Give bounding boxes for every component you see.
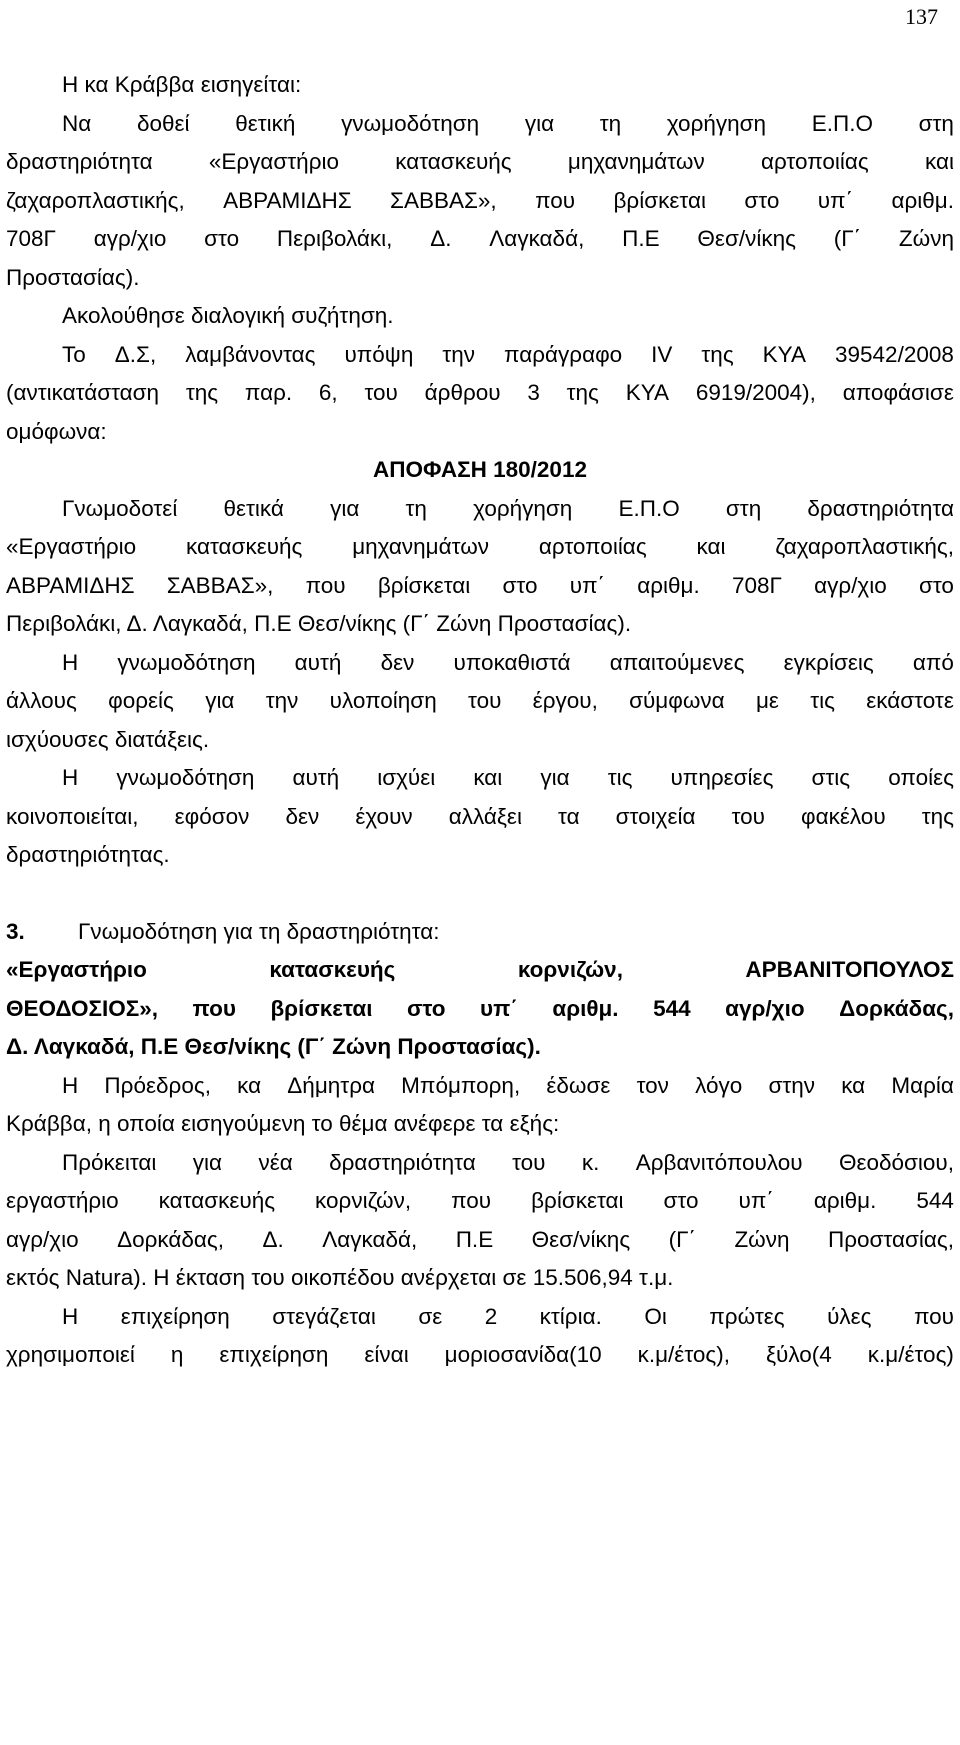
word: λόγο — [695, 1072, 743, 1098]
word: Δ.Σ, — [114, 341, 157, 367]
text-line — [0, 336, 960, 375]
word: 708Γ — [6, 226, 56, 251]
word: υπηρεσίες — [670, 765, 774, 790]
word: της — [185, 380, 219, 405]
text-line: ομόφωνα: — [6, 418, 107, 444]
word: 6919/2004), — [695, 380, 816, 405]
word: εκάστοτε — [866, 688, 954, 713]
text-line: εκτός Natura). Η έκταση του οικοπέδου ανέρχεται σε 15.506,94 τ.μ. — [6, 1265, 674, 1290]
word: Δ. — [262, 1226, 284, 1252]
word: κοινοποιείται, — [6, 803, 139, 829]
word: Λαγκαδά, — [322, 1226, 418, 1252]
word: τις — [810, 688, 835, 713]
word: Δορκάδας, — [839, 995, 954, 1021]
word: αγρ/χιο — [814, 572, 887, 598]
word: Π.Ε — [622, 226, 660, 251]
word: 544 — [653, 995, 691, 1021]
word: για — [205, 688, 235, 713]
word: αριθμ. — [637, 572, 700, 598]
word: υπ΄ — [738, 1188, 774, 1213]
word: που — [535, 187, 576, 213]
word: αρτοποιίας — [760, 149, 869, 174]
word: ΣΑΒΒΑΣ», — [390, 187, 497, 213]
word: παράγραφο — [504, 341, 623, 367]
text-line: Η κα Κράββα εισηγείται: — [62, 72, 302, 97]
text-line — [0, 1221, 960, 1260]
page-number: 137 — [905, 4, 938, 29]
word: που — [913, 1303, 954, 1329]
word: αυτή — [292, 765, 340, 790]
word: χορήγηση — [473, 495, 573, 521]
word: δοθεί — [136, 110, 190, 136]
word: Η — [62, 1303, 79, 1329]
word: μηχανημάτων — [352, 534, 490, 559]
word: υπ΄ — [569, 572, 606, 598]
word: δραστηριότητα — [6, 149, 153, 174]
word: δεν — [285, 803, 320, 829]
word: 39542/2008 — [835, 341, 954, 367]
word: υπ΄ — [480, 995, 518, 1021]
word: Πρόεδρος, — [104, 1072, 211, 1098]
word: ζαχαροπλαστικής, — [775, 534, 954, 559]
word: στο — [663, 1188, 699, 1213]
word: Μαρία — [891, 1072, 954, 1098]
word: Λαγκαδά, — [489, 226, 585, 251]
word: κατασκευής — [269, 957, 396, 982]
word: κα — [841, 1072, 866, 1098]
text-line — [0, 1298, 960, 1337]
word: είναι — [364, 1342, 409, 1367]
word: άλλους — [6, 688, 77, 713]
section-heading — [0, 913, 960, 952]
word: κορνιζών, — [517, 957, 623, 982]
word: Αρβανιτόπουλου — [635, 1149, 803, 1175]
paragraph-gap — [0, 875, 960, 913]
word: υπ΄ — [817, 187, 854, 213]
word: Ε.Π.Ο — [811, 110, 873, 136]
word: Ζώνη — [898, 226, 954, 251]
word: «Εργαστήριο — [6, 957, 147, 982]
word: Γνωμοδοτεί — [62, 495, 178, 521]
word: του — [468, 688, 502, 713]
word: της — [566, 380, 599, 405]
word: Το — [62, 341, 86, 367]
document-body — [0, 66, 960, 1375]
word: επιχείρηση — [120, 1303, 230, 1329]
word: δεν — [380, 649, 415, 675]
text-line: ισχύουσες διατάξεις. — [6, 726, 210, 752]
word: Θεσ/νίκης — [531, 1226, 631, 1252]
text-line — [0, 143, 960, 182]
word: στην — [768, 1072, 816, 1098]
word: αλλάξει — [448, 803, 522, 829]
word: ΑΒΡΑΜΙΔΗΣ — [6, 572, 135, 598]
text-line — [0, 644, 960, 683]
text-line — [0, 374, 960, 413]
word: κατασκευής — [158, 1188, 276, 1213]
word: οποίες — [888, 765, 954, 790]
word: τα — [558, 803, 580, 829]
text-line — [0, 951, 960, 990]
word: γνωμοδότηση — [116, 765, 255, 790]
text-line — [0, 220, 960, 259]
word: τις — [607, 765, 633, 790]
word: στο — [204, 226, 240, 251]
word: κ. — [581, 1149, 600, 1175]
word: φορείς — [108, 688, 174, 713]
word: με — [755, 688, 779, 713]
word: της — [921, 803, 954, 829]
word: λαμβάνοντας — [185, 341, 316, 367]
word: για — [524, 110, 555, 136]
word: από — [912, 649, 954, 675]
text-line: δραστηριότητας. — [6, 842, 170, 867]
word: επιχείρηση — [219, 1342, 329, 1367]
word: δραστηριότητα — [329, 1149, 476, 1175]
word: στο — [918, 572, 954, 598]
word: Η — [62, 649, 79, 675]
word: ξύλο(4 — [765, 1342, 832, 1367]
word: και — [473, 765, 503, 790]
word: ΘΕΟΔΟΣΙΟΣ», — [6, 995, 158, 1021]
text-line — [0, 528, 960, 567]
word: Δορκάδας, — [117, 1226, 225, 1252]
text-line — [0, 105, 960, 144]
word: αγρ/χιο — [93, 226, 167, 251]
word: ΣΑΒΒΑΣ», — [166, 572, 274, 598]
word: υλοποίηση — [329, 688, 437, 713]
word: νέα — [258, 1149, 293, 1175]
word: Θεοδόσιου, — [838, 1149, 954, 1175]
word: ζαχαροπλαστικής, — [6, 187, 185, 213]
word: μοριοσανίδα(10 — [444, 1342, 602, 1367]
word: ΑΒΡΑΜΙΔΗΣ — [223, 187, 352, 213]
text-line: Δ. Λαγκαδά, Π.Ε Θεσ/νίκης (Γ΄ Ζώνη Προστασίας). — [6, 1034, 541, 1059]
word: κατασκευής — [395, 149, 512, 174]
word: (Γ΄ — [668, 1226, 696, 1252]
word: Ε.Π.Ο — [618, 495, 680, 521]
text-line — [0, 1144, 960, 1183]
word: Περιβολάκι, — [276, 226, 393, 251]
word: εφόσον — [174, 803, 250, 829]
word: «Εργαστήριο — [6, 534, 137, 559]
word: ισχύει — [377, 765, 436, 790]
word: Δ. — [430, 226, 452, 251]
word: (αντικατάσταση — [6, 380, 160, 405]
word: βρίσκεται — [531, 1188, 624, 1213]
word: στο — [502, 572, 538, 598]
text-line — [0, 1182, 960, 1221]
word: βρίσκεται — [270, 995, 373, 1021]
word: και — [925, 149, 954, 174]
word: γνωμοδότηση — [341, 110, 480, 136]
word: τον — [636, 1072, 669, 1098]
word: κα — [237, 1072, 262, 1098]
word: στη — [918, 110, 954, 136]
word: σε — [418, 1303, 443, 1329]
word: του — [731, 803, 765, 829]
word: εργαστήριο — [6, 1188, 119, 1213]
text-line: Προστασίας). — [6, 264, 140, 290]
decision-heading: ΑΠΟΦΑΣΗ 180/2012 — [373, 457, 587, 482]
text-line — [0, 798, 960, 837]
text-line: Περιβολάκι, Δ. Λαγκαδά, Π.Ε Θεσ/νίκης (Γ΄ Ζώνη Προστασίας). — [6, 611, 632, 636]
word: αριθμ. — [813, 1188, 877, 1213]
word: κ.μ/έτος), — [637, 1342, 731, 1367]
word: του — [364, 380, 398, 405]
word: αυτή — [294, 649, 342, 675]
word: Οι — [644, 1303, 667, 1329]
section-title: Γνωμοδότηση για τη δραστηριότητα: — [78, 918, 440, 944]
word: της — [701, 341, 734, 367]
word: που — [451, 1188, 492, 1213]
word: υπόψη — [344, 341, 414, 367]
word: αγρ/χιο — [725, 995, 805, 1021]
word: Προστασίας, — [827, 1226, 954, 1252]
word: στοιχεία — [615, 803, 696, 829]
word: άρθρου — [424, 380, 501, 405]
word: βρίσκεται — [377, 572, 471, 598]
word: έργου, — [532, 688, 598, 713]
word: αριθμ. — [891, 187, 954, 213]
word: στις — [811, 765, 851, 790]
word: στεγάζεται — [272, 1303, 376, 1329]
word: ΑΡΒΑΝΙΤΟΠΟΥΛΟΣ — [745, 957, 954, 982]
word: για — [192, 1149, 223, 1175]
word: κ.μ/έτος) — [867, 1342, 954, 1367]
word: βρίσκεται — [613, 187, 706, 213]
word: υποκαθιστά — [453, 649, 571, 675]
word: την — [265, 688, 299, 713]
word: η — [170, 1342, 184, 1367]
word: «Εργαστήριο — [208, 149, 340, 174]
text-line — [0, 490, 960, 529]
word: έδωσε — [546, 1072, 611, 1098]
word: εγκρίσεις — [783, 649, 874, 675]
word: 3 — [527, 380, 540, 405]
text-line — [0, 682, 960, 721]
word: Να — [62, 110, 92, 136]
word: μηχανημάτων — [567, 149, 705, 174]
word: Η — [62, 765, 79, 790]
word: παρ. — [244, 380, 293, 405]
word: Η — [62, 1072, 79, 1098]
word: γνωμοδότηση — [117, 649, 256, 675]
word: σύμφωνα — [629, 688, 725, 713]
word: 544 — [916, 1188, 954, 1213]
word: θετική — [235, 110, 296, 136]
word: ΚΥΑ — [762, 341, 807, 367]
word: δραστηριότητα — [807, 495, 954, 521]
word: Π.Ε — [455, 1226, 494, 1252]
word: τη — [599, 110, 622, 136]
word: Ζώνη — [734, 1226, 790, 1252]
word: του — [512, 1149, 546, 1175]
word: Πρόκειται — [62, 1149, 157, 1175]
text-line — [0, 567, 960, 606]
text-line — [0, 182, 960, 221]
word: χορήγηση — [666, 110, 767, 136]
word: τη — [405, 495, 427, 521]
text-line: Ακολούθησε διαλογική συζήτηση. — [62, 303, 394, 328]
word: κατασκευής — [186, 534, 303, 559]
word: στη — [725, 495, 762, 521]
word: χρησιμοποιεί — [6, 1342, 135, 1367]
text-line — [0, 1067, 960, 1106]
word: αποφάσισε — [842, 380, 954, 405]
word: κτίρια. — [539, 1303, 602, 1329]
word: (Γ΄ — [833, 226, 862, 251]
word: αριθμ. — [552, 995, 619, 1021]
section-number: 3. — [6, 918, 25, 944]
word: Μπόμπορη, — [401, 1072, 521, 1098]
word: στο — [744, 187, 780, 213]
word: και — [696, 534, 726, 559]
word: ΚΥΑ — [625, 380, 670, 405]
word: Δήμητρα — [287, 1072, 375, 1098]
word: Θεσ/νίκης — [697, 226, 796, 251]
text-line — [0, 990, 960, 1029]
word: έχουν — [355, 803, 413, 829]
text-line: Κράββα, η οποία εισηγούμενη το θέμα ανέφερε τα εξής: — [6, 1111, 560, 1136]
word: φακέλου — [801, 803, 886, 829]
word: IV — [651, 341, 673, 367]
word: 2 — [484, 1303, 498, 1329]
word: 708Γ — [731, 572, 782, 598]
text-line — [0, 1336, 960, 1375]
word: αγρ/χιο — [6, 1226, 79, 1252]
word: κορνιζών, — [315, 1188, 412, 1213]
word: που — [192, 995, 236, 1021]
word: πρώτες — [709, 1303, 785, 1329]
word: θετικά — [223, 495, 284, 521]
word: για — [540, 765, 570, 790]
word: που — [305, 572, 346, 598]
word: αρτοποιίας — [538, 534, 647, 559]
word: απαιτούμενες — [609, 649, 745, 675]
word: για — [330, 495, 360, 521]
word: την — [442, 341, 476, 367]
text-line — [0, 759, 960, 798]
word: ύλες — [827, 1303, 872, 1329]
word: 6, — [318, 380, 338, 405]
word: στο — [406, 995, 446, 1021]
